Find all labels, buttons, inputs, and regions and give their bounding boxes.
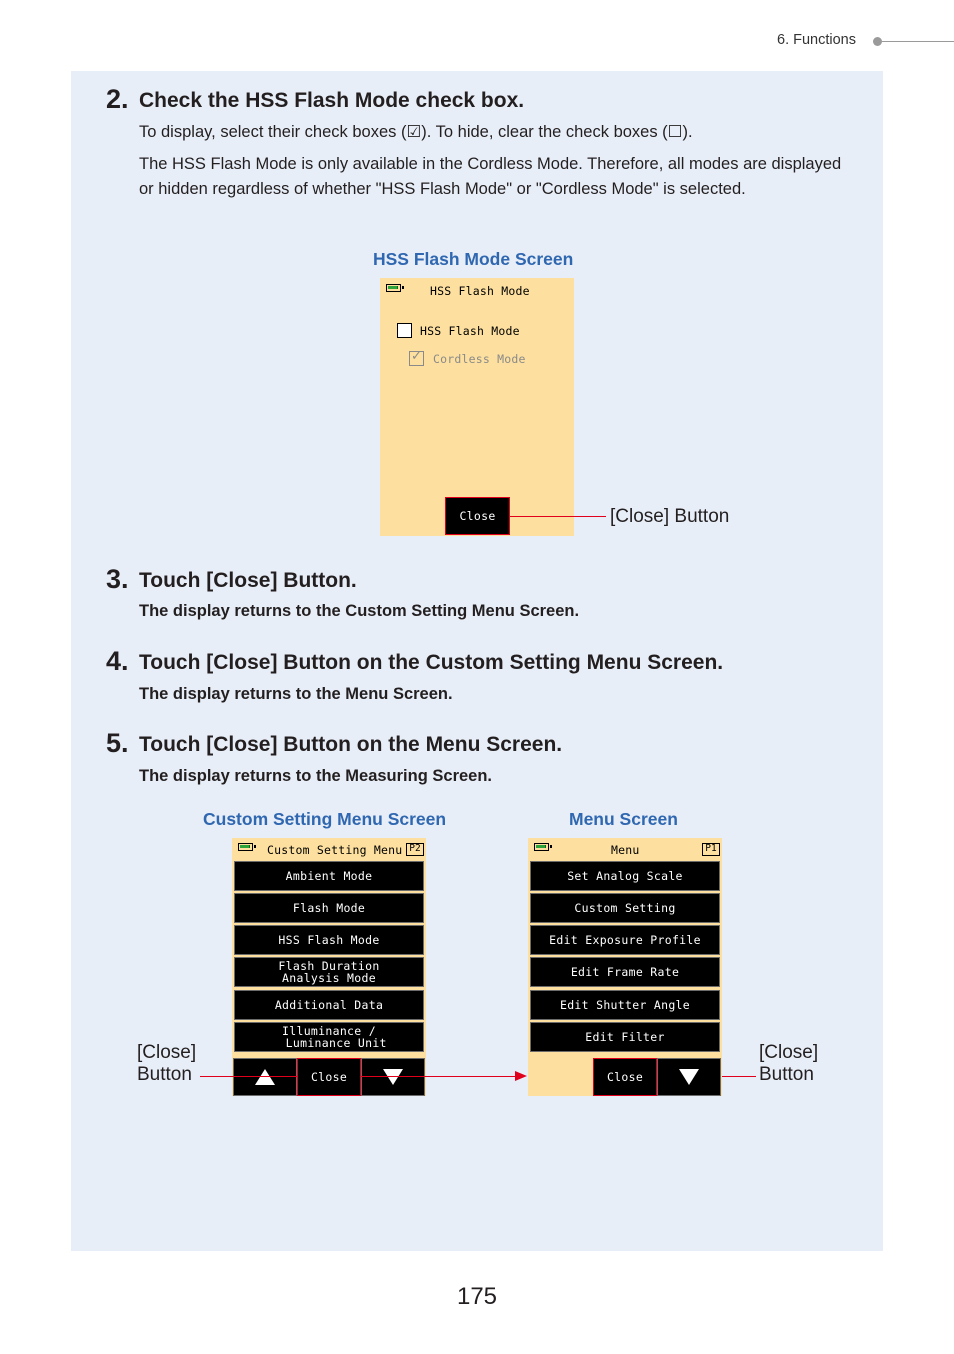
running-header: 6. Functions: [777, 32, 856, 48]
step-title: Check the HSS Flash Mode check box.: [139, 89, 525, 112]
checkbox-checked-icon[interactable]: [409, 351, 424, 366]
menu-item[interactable]: Ambient Mode: [234, 861, 424, 891]
menu-item[interactable]: Flash Mode: [234, 893, 424, 923]
transition-line: [361, 1076, 516, 1077]
step-paragraph: To display, select their check boxes (☑). To hide, clear the check boxes (☐).: [139, 123, 693, 141]
step-title: Touch [Close] Button.: [139, 569, 357, 592]
menu-item[interactable]: Edit Frame Rate: [530, 957, 720, 987]
step-title: Touch [Close] Button on the Custom Setting Menu Screen.: [139, 651, 724, 674]
menu-item[interactable]: Edit Filter: [530, 1022, 720, 1052]
menu-item[interactable]: Custom Setting: [530, 893, 720, 923]
figure-caption: Menu Screen: [569, 809, 678, 829]
screen-title: Custom Setting Menu: [267, 843, 403, 857]
checkbox-icon[interactable]: [397, 323, 412, 338]
scroll-down-button[interactable]: [361, 1058, 425, 1096]
header-rule: [882, 41, 954, 42]
menu-item[interactable]: Flash Duration Analysis Mode: [234, 957, 424, 987]
callout-line: [510, 516, 606, 517]
callout-line: [722, 1076, 756, 1077]
up-arrow-icon: [255, 1069, 275, 1085]
step-description: The display returns to the Menu Screen.: [139, 685, 453, 703]
hss-flash-mode-screen: [380, 278, 574, 536]
red-arrow-icon: [515, 1071, 527, 1081]
header-dot-icon: [873, 37, 882, 46]
close-button-callout: [Close] Button: [610, 506, 730, 527]
step-paragraph: The HSS Flash Mode is only available in the Cordless Mode. Therefore, all modes are displayed or hidden regardless of whether "HSS Flash Mode" or "Cordless Mode" is selected.: [139, 155, 842, 198]
battery-icon: [238, 843, 253, 851]
step-description: The display returns to the Custom Setting Menu Screen.: [139, 602, 580, 620]
close-button[interactable]: Close: [593, 1058, 657, 1096]
callout-line: [200, 1076, 297, 1077]
close-button-callout: [Close] Button: [137, 1042, 197, 1085]
close-button[interactable]: Close: [297, 1058, 361, 1096]
figure-caption: HSS Flash Mode Screen: [373, 249, 574, 269]
page-number: 175: [456, 1283, 498, 1310]
menu-screen: [528, 838, 722, 1096]
step-description: The display returns to the Measuring Screen.: [139, 767, 493, 785]
step-number: 2.: [106, 84, 129, 114]
menu-item[interactable]: Set Analog Scale: [530, 861, 720, 891]
menu-item[interactable]: HSS Flash Mode: [234, 925, 424, 955]
scroll-up-button[interactable]: [233, 1058, 297, 1096]
screen-title: HSS Flash Mode: [430, 284, 530, 298]
step-number: 3.: [106, 564, 129, 594]
figure-caption: Custom Setting Menu Screen: [203, 809, 447, 829]
menu-item[interactable]: Illuminance / Luminance Unit: [234, 1022, 424, 1052]
screen-title: Menu: [611, 843, 640, 857]
down-arrow-icon: [383, 1069, 403, 1085]
menu-item[interactable]: Additional Data: [234, 990, 424, 1020]
option-label: Cordless Mode: [433, 352, 526, 366]
battery-icon: [386, 284, 401, 292]
page-indicator: P1: [702, 843, 720, 856]
custom-setting-menu-screen: [232, 838, 426, 1096]
battery-icon: [534, 843, 549, 851]
menu-item[interactable]: Edit Exposure Profile: [530, 925, 720, 955]
step-number: 4.: [106, 646, 129, 676]
step-title: Touch [Close] Button on the Menu Screen.: [139, 733, 563, 756]
scroll-down-button[interactable]: [657, 1058, 721, 1096]
page-indicator: P2: [406, 843, 424, 856]
down-arrow-icon: [679, 1069, 699, 1085]
step-number: 5.: [106, 728, 129, 758]
close-button[interactable]: Close: [445, 497, 510, 535]
menu-item[interactable]: Edit Shutter Angle: [530, 990, 720, 1020]
close-button-callout: [Close] Button: [759, 1042, 819, 1085]
option-label: HSS Flash Mode: [420, 324, 520, 338]
